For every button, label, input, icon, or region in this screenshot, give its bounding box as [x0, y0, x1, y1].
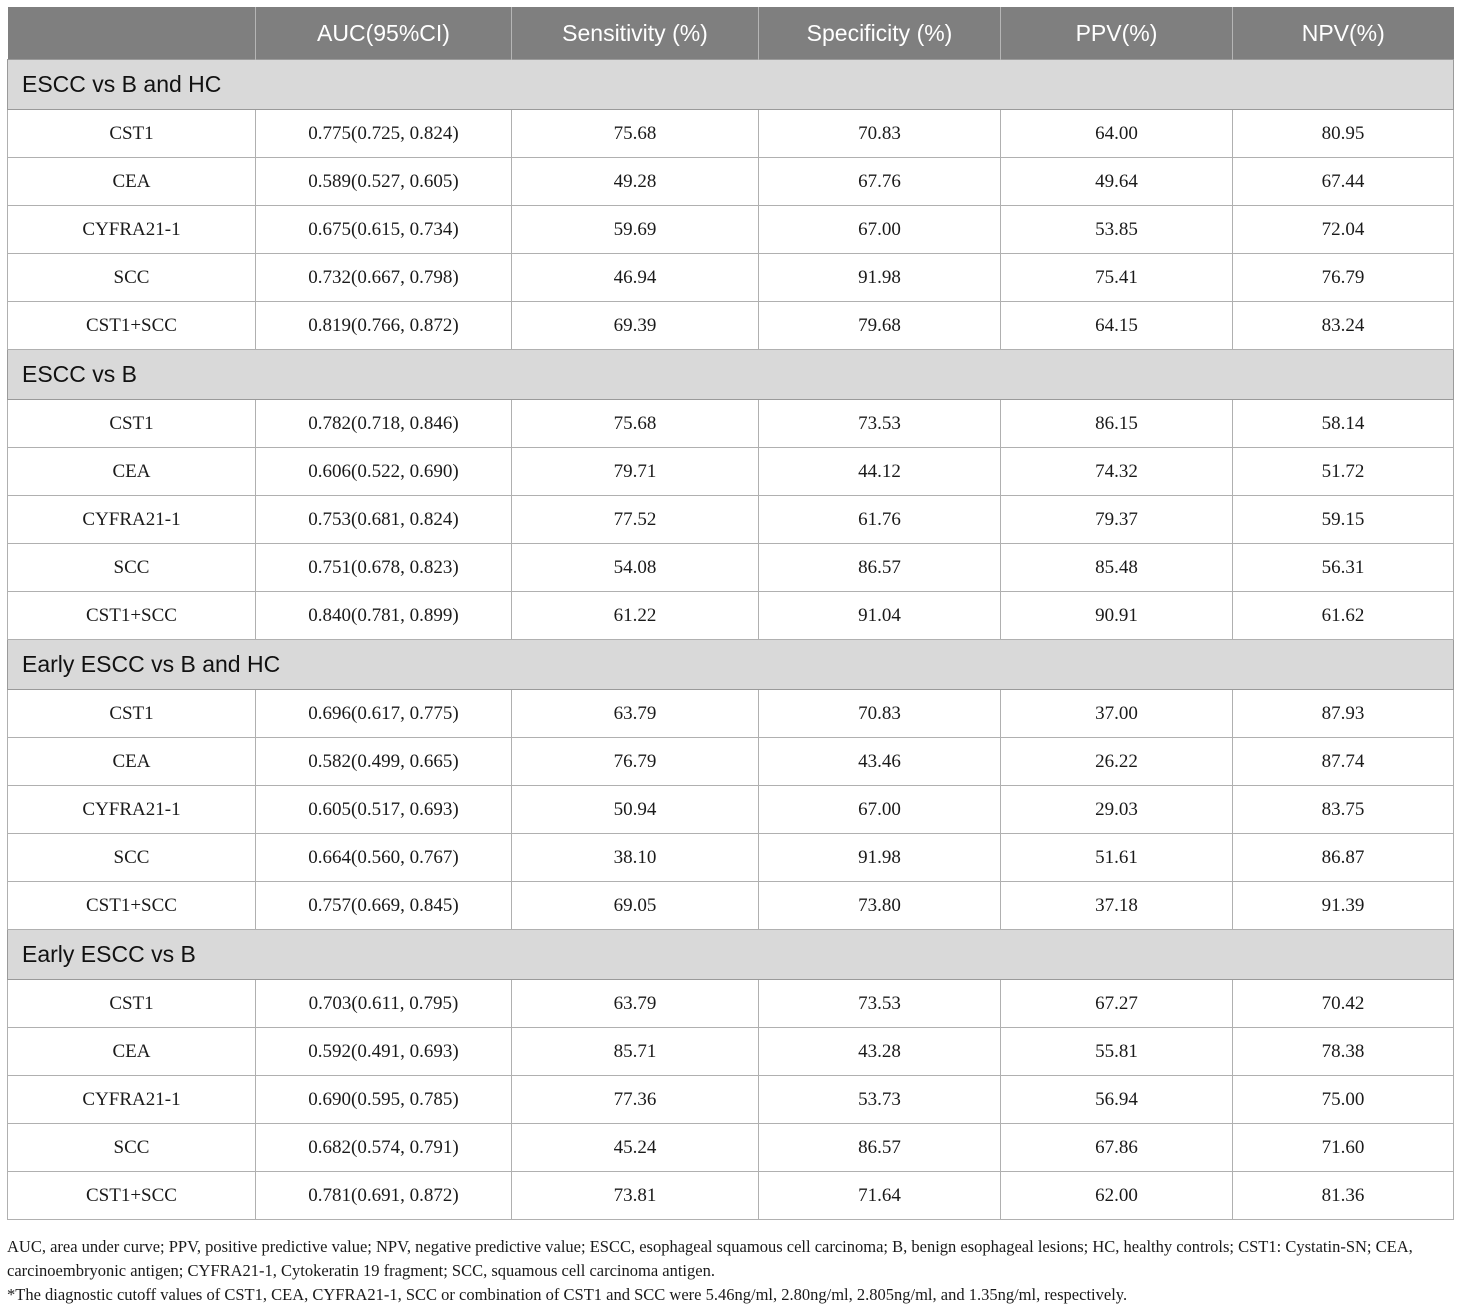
table-row: [8, 448, 1454, 496]
cell-specificity: 73.53: [759, 980, 1001, 1028]
cell-ppv: 29.03: [1001, 786, 1233, 834]
cell-npv: 83.24: [1233, 302, 1454, 350]
cell-ppv: 51.61: [1001, 834, 1233, 882]
cell-auc: 0.782(0.718, 0.846): [256, 400, 512, 448]
cell-ppv: 85.48: [1001, 544, 1233, 592]
table-row: [8, 1028, 1454, 1076]
cell-ppv: 75.41: [1001, 254, 1233, 302]
cell-sensitivity: 59.69: [512, 206, 759, 254]
group-header-row: [8, 350, 1454, 400]
cell-sensitivity: 63.79: [512, 980, 759, 1028]
cell-auc: 0.757(0.669, 0.845): [256, 882, 512, 930]
cell-npv: 87.74: [1233, 738, 1454, 786]
cell-ppv: 64.00: [1001, 110, 1233, 158]
header-cell-auc: AUC(95%CI): [256, 7, 512, 60]
table-row: [8, 690, 1454, 738]
cell-npv: 59.15: [1233, 496, 1454, 544]
group-header-row: [8, 640, 1454, 690]
cell-marker: CYFRA21-1: [8, 496, 256, 544]
cell-auc: 0.751(0.678, 0.823): [256, 544, 512, 592]
cell-auc: 0.664(0.560, 0.767): [256, 834, 512, 882]
cell-specificity: 73.53: [759, 400, 1001, 448]
cell-sensitivity: 50.94: [512, 786, 759, 834]
cell-ppv: 67.27: [1001, 980, 1233, 1028]
cell-ppv: 26.22: [1001, 738, 1233, 786]
cell-auc: 0.696(0.617, 0.775): [256, 690, 512, 738]
table-row: [8, 834, 1454, 882]
cell-auc: 0.775(0.725, 0.824): [256, 110, 512, 158]
table-row: [8, 980, 1454, 1028]
cell-sensitivity: 45.24: [512, 1124, 759, 1172]
cell-marker: CEA: [8, 158, 256, 206]
cell-sensitivity: 77.52: [512, 496, 759, 544]
results-table-container: [7, 7, 1453, 1220]
cell-marker: CST1+SCC: [8, 592, 256, 640]
cell-marker: CYFRA21-1: [8, 786, 256, 834]
cell-marker: CST1: [8, 110, 256, 158]
cell-marker: CEA: [8, 738, 256, 786]
cell-sensitivity: 69.05: [512, 882, 759, 930]
cell-sensitivity: 46.94: [512, 254, 759, 302]
diagnostic-performance-table: [7, 7, 1454, 1220]
cell-sensitivity: 49.28: [512, 158, 759, 206]
cell-specificity: 86.57: [759, 1124, 1001, 1172]
group-title: Early ESCC vs B: [8, 930, 1454, 980]
table-header: [8, 7, 1454, 60]
table-row: [8, 158, 1454, 206]
table-row: [8, 254, 1454, 302]
cell-ppv: 64.15: [1001, 302, 1233, 350]
cell-npv: 87.93: [1233, 690, 1454, 738]
cell-specificity: 61.76: [759, 496, 1001, 544]
cell-auc: 0.781(0.691, 0.872): [256, 1172, 512, 1220]
cell-ppv: 49.64: [1001, 158, 1233, 206]
cell-sensitivity: 61.22: [512, 592, 759, 640]
cell-ppv: 79.37: [1001, 496, 1233, 544]
cell-npv: 83.75: [1233, 786, 1454, 834]
cell-specificity: 91.04: [759, 592, 1001, 640]
cell-npv: 61.62: [1233, 592, 1454, 640]
cell-marker: CST1+SCC: [8, 1172, 256, 1220]
header-cell-sensitivity: Sensitivity (%): [512, 7, 759, 60]
cell-specificity: 86.57: [759, 544, 1001, 592]
footnote-cutoff: *The diagnostic cutoff values of CST1, CEA, CYFRA21-1, SCC or combination of CST1 and SCC were 5.46ng/ml, 2.80ng/ml, 2.805ng/ml, and 1.35ng/ml, respectively.: [7, 1285, 1128, 1304]
table-row: [8, 738, 1454, 786]
cell-auc: 0.606(0.522, 0.690): [256, 448, 512, 496]
cell-sensitivity: 73.81: [512, 1172, 759, 1220]
cell-marker: SCC: [8, 1124, 256, 1172]
cell-specificity: 44.12: [759, 448, 1001, 496]
cell-marker: CST1+SCC: [8, 882, 256, 930]
cell-specificity: 43.28: [759, 1028, 1001, 1076]
cell-ppv: 53.85: [1001, 206, 1233, 254]
cell-specificity: 70.83: [759, 690, 1001, 738]
cell-marker: CEA: [8, 1028, 256, 1076]
group-header-row: [8, 60, 1454, 110]
table-row: [8, 786, 1454, 834]
footnote-abbreviations: AUC, area under curve; PPV, positive predictive value; NPV, negative predictive value; ESCC, esophageal squamous cell carcinoma; B, benign esophageal lesions; HC, healthy controls; CST1: Cystatin-SN; CEA, carcinoembryonic antigen; CYFRA21-1, Cytokeratin 19 fragment; SCC, squamous cell carcinoma antigen.: [7, 1237, 1413, 1280]
header-cell-npv: NPV(%): [1233, 7, 1454, 60]
cell-specificity: 79.68: [759, 302, 1001, 350]
cell-specificity: 70.83: [759, 110, 1001, 158]
cell-marker: SCC: [8, 834, 256, 882]
cell-specificity: 43.46: [759, 738, 1001, 786]
cell-marker: SCC: [8, 544, 256, 592]
table-row: [8, 1124, 1454, 1172]
table-row: [8, 1172, 1454, 1220]
table-row: [8, 882, 1454, 930]
cell-auc: 0.840(0.781, 0.899): [256, 592, 512, 640]
cell-specificity: 67.00: [759, 786, 1001, 834]
table-body: [8, 60, 1454, 1220]
table-row: [8, 1076, 1454, 1124]
cell-auc: 0.675(0.615, 0.734): [256, 206, 512, 254]
cell-auc: 0.582(0.499, 0.665): [256, 738, 512, 786]
cell-sensitivity: 77.36: [512, 1076, 759, 1124]
cell-auc: 0.592(0.491, 0.693): [256, 1028, 512, 1076]
cell-specificity: 67.00: [759, 206, 1001, 254]
cell-marker: CST1: [8, 400, 256, 448]
table-row: [8, 400, 1454, 448]
cell-sensitivity: 54.08: [512, 544, 759, 592]
cell-npv: 75.00: [1233, 1076, 1454, 1124]
cell-ppv: 56.94: [1001, 1076, 1233, 1124]
table-footnotes: [7, 1235, 1453, 1307]
cell-ppv: 55.81: [1001, 1028, 1233, 1076]
cell-ppv: 74.32: [1001, 448, 1233, 496]
table-row: [8, 206, 1454, 254]
cell-specificity: 71.64: [759, 1172, 1001, 1220]
cell-specificity: 73.80: [759, 882, 1001, 930]
cell-specificity: 91.98: [759, 834, 1001, 882]
cell-npv: 70.42: [1233, 980, 1454, 1028]
cell-sensitivity: 63.79: [512, 690, 759, 738]
cell-specificity: 67.76: [759, 158, 1001, 206]
cell-sensitivity: 38.10: [512, 834, 759, 882]
cell-npv: 81.36: [1233, 1172, 1454, 1220]
header-cell-specificity: Specificity (%): [759, 7, 1001, 60]
cell-specificity: 91.98: [759, 254, 1001, 302]
cell-ppv: 90.91: [1001, 592, 1233, 640]
cell-auc: 0.589(0.527, 0.605): [256, 158, 512, 206]
header-cell-ppv: PPV(%): [1001, 7, 1233, 60]
cell-npv: 58.14: [1233, 400, 1454, 448]
cell-marker: CST1: [8, 980, 256, 1028]
cell-marker: CYFRA21-1: [8, 1076, 256, 1124]
cell-auc: 0.605(0.517, 0.693): [256, 786, 512, 834]
cell-auc: 0.682(0.574, 0.791): [256, 1124, 512, 1172]
cell-auc: 0.732(0.667, 0.798): [256, 254, 512, 302]
cell-marker: CST1+SCC: [8, 302, 256, 350]
cell-auc: 0.703(0.611, 0.795): [256, 980, 512, 1028]
cell-npv: 51.72: [1233, 448, 1454, 496]
header-cell-marker: [8, 7, 256, 60]
cell-auc: 0.819(0.766, 0.872): [256, 302, 512, 350]
group-header-row: [8, 930, 1454, 980]
cell-auc: 0.690(0.595, 0.785): [256, 1076, 512, 1124]
cell-marker: CEA: [8, 448, 256, 496]
cell-npv: 71.60: [1233, 1124, 1454, 1172]
table-row: [8, 496, 1454, 544]
cell-specificity: 53.73: [759, 1076, 1001, 1124]
table-row: [8, 544, 1454, 592]
cell-sensitivity: 75.68: [512, 400, 759, 448]
group-title: ESCC vs B: [8, 350, 1454, 400]
cell-ppv: 67.86: [1001, 1124, 1233, 1172]
cell-sensitivity: 69.39: [512, 302, 759, 350]
cell-npv: 78.38: [1233, 1028, 1454, 1076]
cell-ppv: 62.00: [1001, 1172, 1233, 1220]
table-row: [8, 302, 1454, 350]
cell-marker: SCC: [8, 254, 256, 302]
group-title: ESCC vs B and HC: [8, 60, 1454, 110]
group-title: Early ESCC vs B and HC: [8, 640, 1454, 690]
cell-marker: CST1: [8, 690, 256, 738]
cell-npv: 67.44: [1233, 158, 1454, 206]
cell-sensitivity: 76.79: [512, 738, 759, 786]
cell-ppv: 86.15: [1001, 400, 1233, 448]
header-row: [8, 7, 1454, 60]
cell-sensitivity: 85.71: [512, 1028, 759, 1076]
cell-auc: 0.753(0.681, 0.824): [256, 496, 512, 544]
cell-npv: 91.39: [1233, 882, 1454, 930]
cell-npv: 80.95: [1233, 110, 1454, 158]
cell-npv: 86.87: [1233, 834, 1454, 882]
cell-sensitivity: 79.71: [512, 448, 759, 496]
cell-ppv: 37.00: [1001, 690, 1233, 738]
cell-sensitivity: 75.68: [512, 110, 759, 158]
cell-npv: 56.31: [1233, 544, 1454, 592]
cell-npv: 76.79: [1233, 254, 1454, 302]
table-row: [8, 110, 1454, 158]
cell-marker: CYFRA21-1: [8, 206, 256, 254]
cell-npv: 72.04: [1233, 206, 1454, 254]
table-row: [8, 592, 1454, 640]
cell-ppv: 37.18: [1001, 882, 1233, 930]
